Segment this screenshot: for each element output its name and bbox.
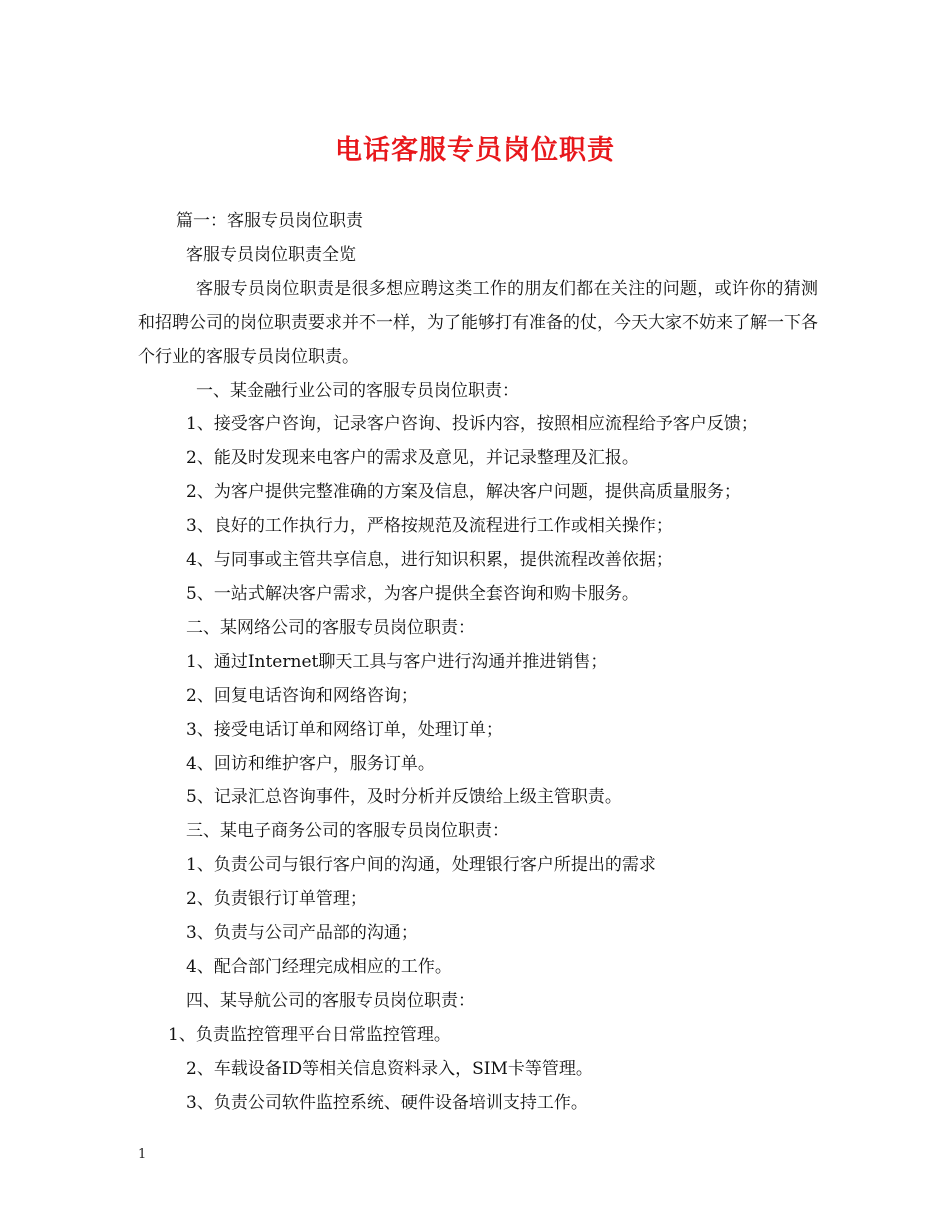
- list-item: 2、为客户提供完整准确的方案及信息，解决客户问题，提供高质量服务；: [186, 482, 741, 503]
- list-item: 3、接受电话订单和网络订单，处理订单；: [186, 719, 503, 740]
- part-heading: 篇一：客服专员岗位职责: [176, 211, 363, 231]
- list-item: 2、能及时发现来电客户的需求及意见，并记录整理及汇报。: [186, 448, 639, 469]
- list-item: 1、接受客户咨询，记录客户咨询、投诉内容，按照相应流程给予客户反馈；: [186, 414, 758, 435]
- page-number: 1: [138, 1147, 147, 1162]
- subheading: 客服专员岗位职责全览: [186, 244, 356, 265]
- list-item: 3、负责公司软件监控系统、硬件设备培训支持工作。: [186, 1092, 588, 1113]
- list-item: 3、良好的工作执行力，严格按规范及流程进行工作或相关操作；: [186, 516, 673, 537]
- list-item: 2、负责银行订单管理；: [186, 889, 367, 910]
- list-item: 5、一站式解决客户需求，为客户提供全套咨询和购卡服务。: [186, 583, 639, 604]
- list-item: 3、负责与公司产品部的沟通；: [186, 923, 418, 944]
- section-heading: 三、某电子商务公司的客服专员岗位职责：: [186, 821, 509, 842]
- document-body: [138, 205, 818, 1120]
- list-item: 4、配合部门经理完成相应的工作。: [186, 956, 452, 977]
- list-item: 5、记录汇总咨询事件，及时分析并反馈给上级主管职责。: [186, 787, 622, 808]
- list-item: 1、负责监控管理平台日常监控管理。: [168, 1024, 451, 1045]
- list-item: 2、回复电话咨询和网络咨询；: [186, 685, 418, 706]
- list-item: 1、负责公司与银行客户间的沟通，处理银行客户所提出的需求: [186, 855, 656, 876]
- document-title: 电话客服专员岗位职责: [335, 135, 615, 166]
- list-item: 4、回访和维护客户，服务订单。: [186, 753, 435, 774]
- section-heading: 四、某导航公司的客服专员岗位职责：: [186, 990, 475, 1011]
- section-heading: 二、某网络公司的客服专员岗位职责：: [186, 617, 475, 638]
- intro-paragraph: 客服专员岗位职责是很多想应聘这类工作的朋友们都在关注的问题，或许你的猜测和招聘公司的岗位职责要求并不一样，为了能够打有准备的仗，今天大家不妨来了解一下各个行业的客服专员岗位职责。: [138, 278, 818, 367]
- section-heading: 一、某金融行业公司的客服专员岗位职责：: [196, 380, 519, 401]
- list-item: 4、与同事或主管共享信息，进行知识积累，提供流程改善依据；: [186, 550, 673, 571]
- list-item: 1、通过Internet聊天工具与客户进行沟通并推进销售；: [186, 651, 608, 672]
- list-item: 2、车载设备ID等相关信息资料录入，SIM卡等管理。: [186, 1058, 593, 1079]
